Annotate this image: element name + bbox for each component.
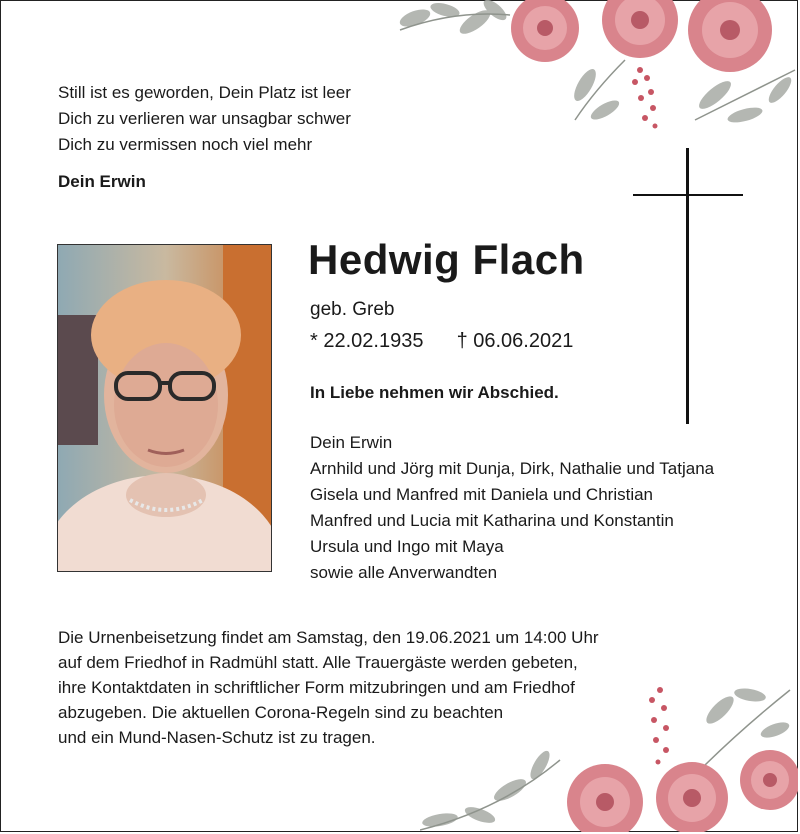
farewell-text: In Liebe nehmen wir Abschied. (310, 383, 559, 402)
poem-line: Dich zu verlieren war unsagbar schwer (58, 109, 351, 128)
deceased-name: Hedwig Flach (308, 236, 585, 283)
floral-decoration-top (395, 0, 798, 150)
service-info (58, 625, 599, 750)
life-dates (310, 330, 573, 353)
service-info-line: und ein Mund-Nasen-Schutz ist zu tragen. (58, 728, 376, 747)
birth-date: * 22.02.1935 (310, 330, 424, 352)
maiden-name: geb. Greb (310, 299, 395, 320)
service-info-line: auf dem Friedhof in Radmühl statt. Alle Trauergäste werden gebeten, (58, 653, 578, 672)
family-line: Ursula und Ingo mit Maya (310, 537, 504, 556)
service-info-line: abzugeben. Die aktuellen Corona-Regeln sind zu beachten (58, 703, 504, 722)
family-line: Dein Erwin (310, 433, 393, 452)
family-list (310, 430, 714, 586)
family-line: sowie alle Anverwandten (310, 563, 498, 582)
family-line: Arnhild und Jörg mit Dunja, Dirk, Nathalie und Tatjana (310, 459, 715, 478)
death-date: † 06.06.2021 (456, 330, 574, 352)
poem (58, 80, 351, 158)
family-line: Manfred und Lucia mit Katharina und Konstantin (310, 511, 674, 530)
poem-line: Dich zu vermissen noch viel mehr (58, 135, 313, 154)
service-info-line: ihre Kontaktdaten in schriftlicher Form mitzubringen und am Friedhof (58, 678, 575, 697)
poem-line: Still ist es geworden, Dein Platz ist leer (58, 83, 351, 102)
family-line: Gisela und Manfred mit Daniela und Christian (310, 485, 654, 504)
poem-signature: Dein Erwin (58, 172, 146, 191)
portrait-photo (57, 244, 272, 572)
service-info-line: Die Urnenbeisetzung findet am Samstag, den 19.06.2021 um 14:00 Uhr (58, 628, 599, 647)
